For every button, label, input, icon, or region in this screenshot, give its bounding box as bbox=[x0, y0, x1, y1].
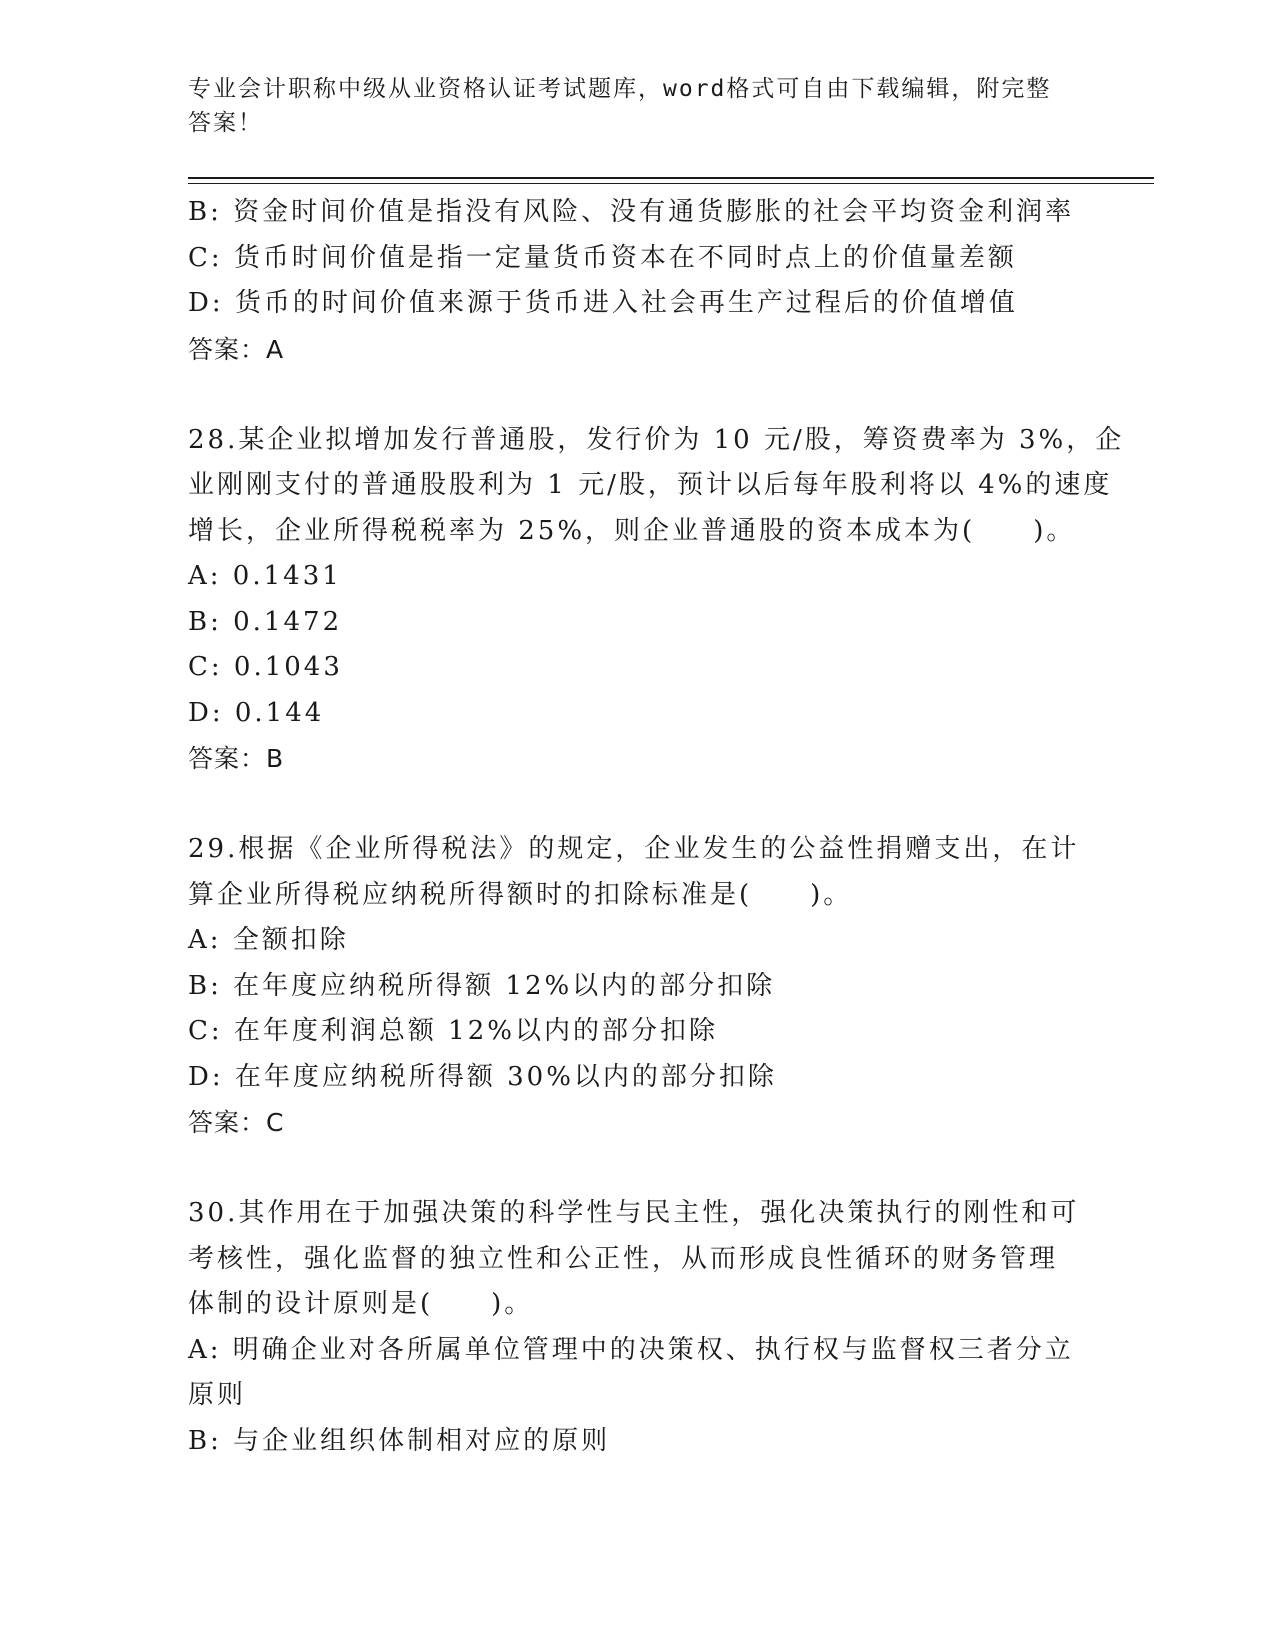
answer-label: 答案：B bbox=[188, 744, 285, 773]
answer-label: 答案：C bbox=[188, 1108, 285, 1137]
option-d: D: 货币的时间价值来源于货币进入社会再生产过程后的价值增值 bbox=[188, 288, 1018, 318]
option-b: B: 资金时间价值是指没有风险、没有通货膨胀的社会平均资金利润率 bbox=[188, 197, 1075, 227]
option-a: A: 全额扣除 bbox=[188, 925, 349, 955]
question-stem-line: 28.某企业拟增加发行普通股，发行价为 10 元/股，筹资费率为 3%，企 bbox=[188, 424, 1125, 455]
option-a-continued: 原则 bbox=[188, 1380, 247, 1410]
question-stem-line: 29.根据《企业所得税法》的规定，企业发生的公益性捐赠支出，在计 bbox=[188, 834, 1080, 864]
question-stem-line: 算企业所得税应纳税所得额时的扣除标准是( )。 bbox=[188, 879, 853, 910]
spacer bbox=[188, 782, 1088, 828]
option-d: D: 在年度应纳税所得额 30%以内的部分扣除 bbox=[188, 1061, 777, 1092]
question-stem-line: 体制的设计原则是( )。 bbox=[188, 1289, 534, 1319]
spacer bbox=[188, 1146, 1088, 1192]
question-30 bbox=[188, 1191, 1088, 1464]
option-a: A: 0.1431 bbox=[188, 561, 342, 591]
header-rule-thin bbox=[188, 183, 1154, 184]
question-stem-line: 增长，企业所得税税率为 25%，则企业普通股的资本成本为( )。 bbox=[188, 515, 1076, 546]
spacer bbox=[188, 372, 1088, 418]
option-c: C: 货币时间价值是指一定量货币资本在不同时点上的价值量差额 bbox=[188, 242, 1017, 273]
header-text: 专业会计职称中级从业资格认证考试题库，word格式可自由下载编辑，附完整答案！ bbox=[188, 76, 1052, 136]
option-b: B: 在年度应纳税所得额 12%以内的部分扣除 bbox=[188, 970, 776, 1001]
question-content bbox=[188, 190, 1125, 1464]
option-c: C: 在年度利润总额 12%以内的部分扣除 bbox=[188, 1016, 718, 1046]
option-a: A: 明确企业对各所属单位管理中的决策权、执行权与监督权三者分立 bbox=[188, 1334, 1074, 1365]
option-b: B: 0.1472 bbox=[188, 606, 343, 637]
question-29 bbox=[188, 827, 1088, 1146]
option-c: C: 0.1043 bbox=[188, 652, 343, 682]
header-rule-thick bbox=[188, 177, 1154, 179]
question-stem-line: 30.其作用在于加强决策的科学性与民主性，强化决策执行的刚性和可 bbox=[188, 1198, 1080, 1228]
question-27-tail bbox=[188, 190, 1088, 372]
option-d: D: 0.144 bbox=[188, 697, 325, 728]
question-stem-line: 业刚刚支付的普通股股利为 1 元/股，预计以后每年股利将以 4%的速度 bbox=[188, 470, 1113, 500]
option-b: B: 与企业组织体制相对应的原则 bbox=[188, 1425, 611, 1456]
page-header bbox=[188, 72, 1068, 140]
question-stem-line: 考核性，强化监督的独立性和公正性，从而形成良性循环的财务管理 bbox=[188, 1243, 1059, 1274]
question-28 bbox=[188, 418, 1125, 782]
answer-label: 答案：A bbox=[188, 334, 285, 364]
